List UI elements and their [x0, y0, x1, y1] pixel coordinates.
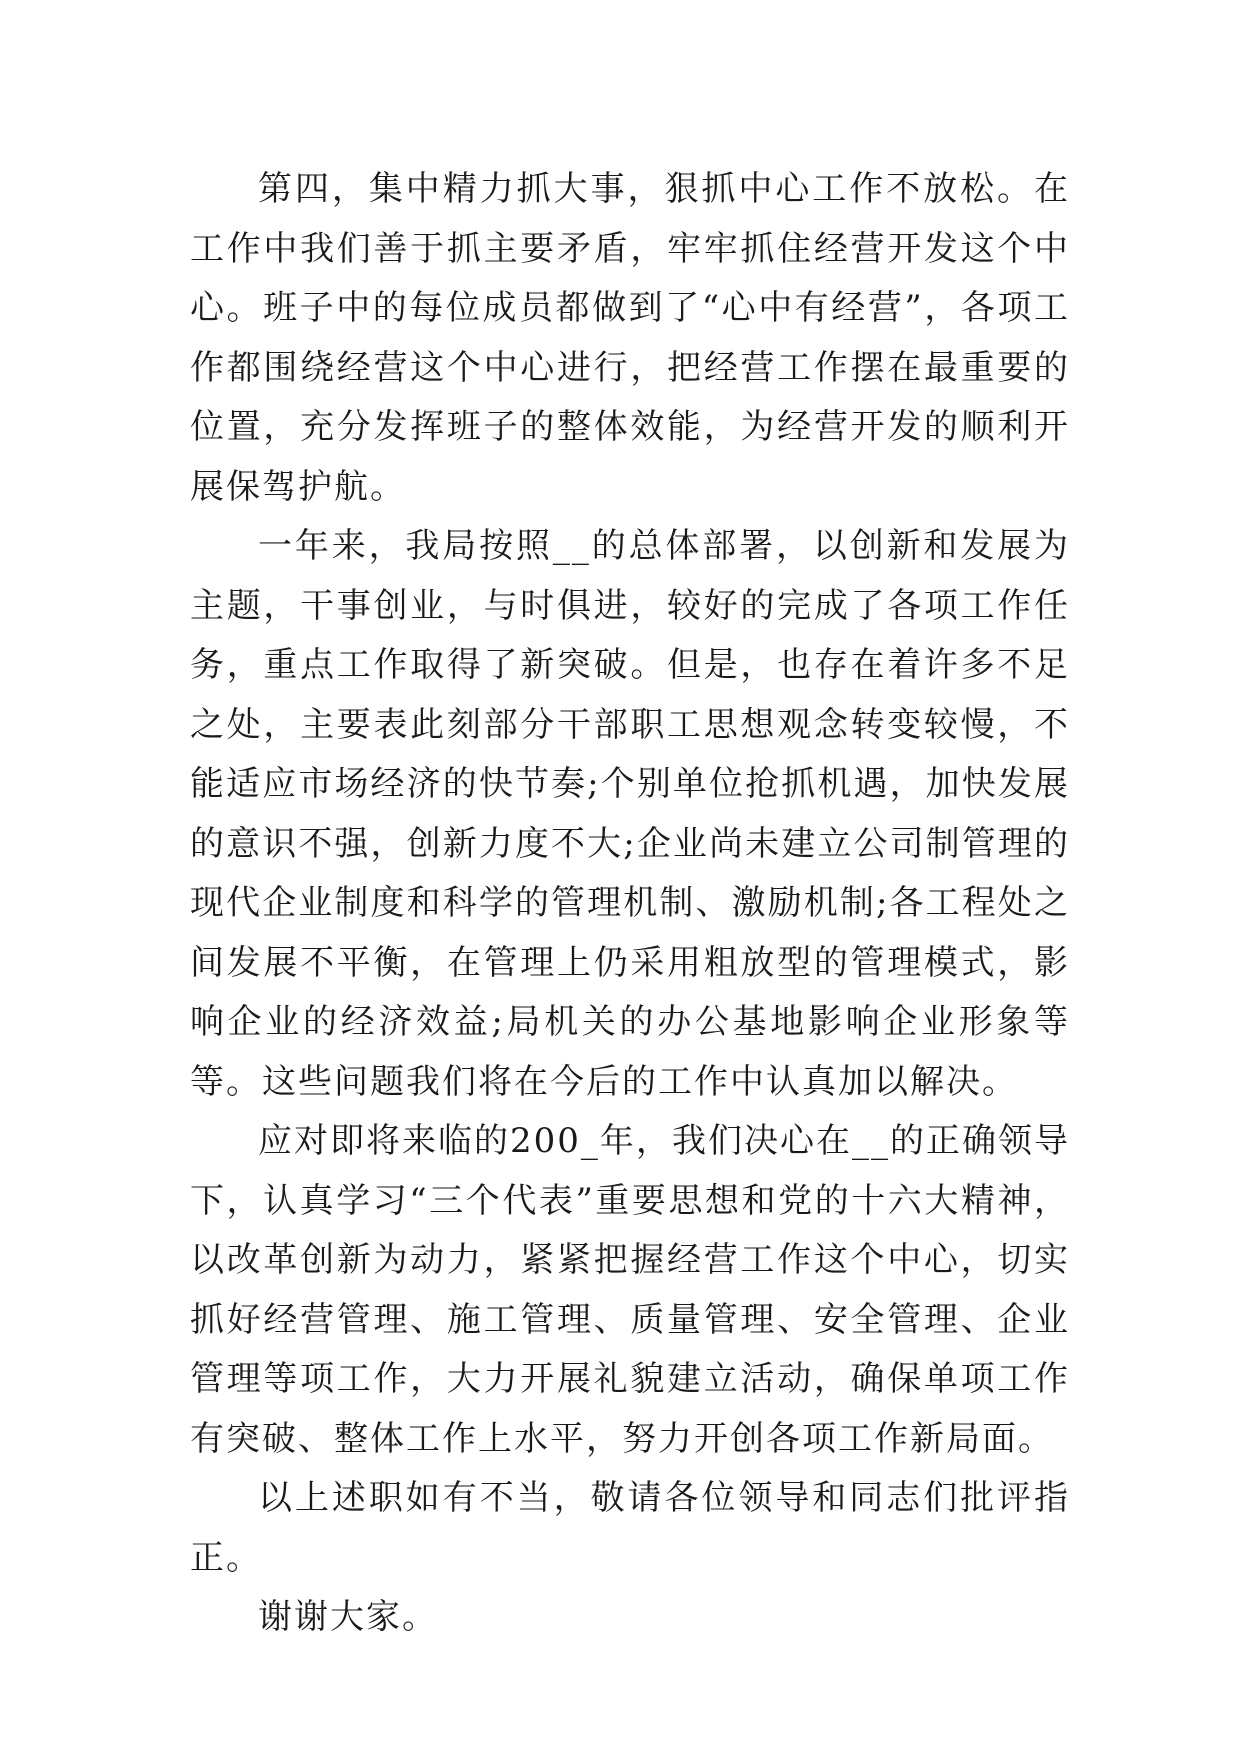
document-body	[190, 160, 1070, 1648]
paragraph-year-review: 一年来，我局按照__的总体部署，以创新和发展为主题，干事创业，与时俱进，较好的完成了各项工作任务，重点工作取得了新突破。但是，也存在着许多不足之处，主要表此刻部分干部职工思想观念转变较慢，不能适应市场经济的快节奏;个别单位抢抓机遇，加快发展的意识不强，创新力度不大;企业尚未建立公司制管理的现代企业制度和科学的管理机制、激励机制;各工程处之间发展不平衡，在管理上仍采用粗放型的管理模式，影响企业的经济效益;局机关的办公基地影响企业形象等等。这些问题我们将在今后的工作中认真加以解决。	[190, 526, 1070, 1102]
paragraph-focus-on-core-work: 第四，集中精力抓大事，狠抓中心工作不放松。在工作中我们善于抓主要矛盾，牢牢抓住经营开发这个中心。班子中的每位成员都做到了“心中有经营”，各项工作都围绕经营这个中心进行，把经营工作摆在最重要的位置，充分发挥班子的整体效能，为经营开发的顺利开展保驾护航。	[190, 169, 1070, 507]
paragraph-next-year-plan: 应对即将来临的200_年，我们决心在__的正确领导下，认真学习“三个代表”重要思想和党的十六大精神，以改革创新为动力，紧紧把握经营工作这个中心，切实抓好经营管理、施工管理、质量管理、安全管理、企业管理等项工作，大力开展礼貌建立活动，确保单项工作有突破、整体工作上水平，努力开创各项工作新局面。	[190, 1121, 1070, 1459]
paragraph-thanks: 谢谢大家。	[258, 1597, 438, 1637]
paragraph-closing-request: 以上述职如有不当，敬请各位领导和同志们批评指正。	[190, 1478, 1070, 1578]
